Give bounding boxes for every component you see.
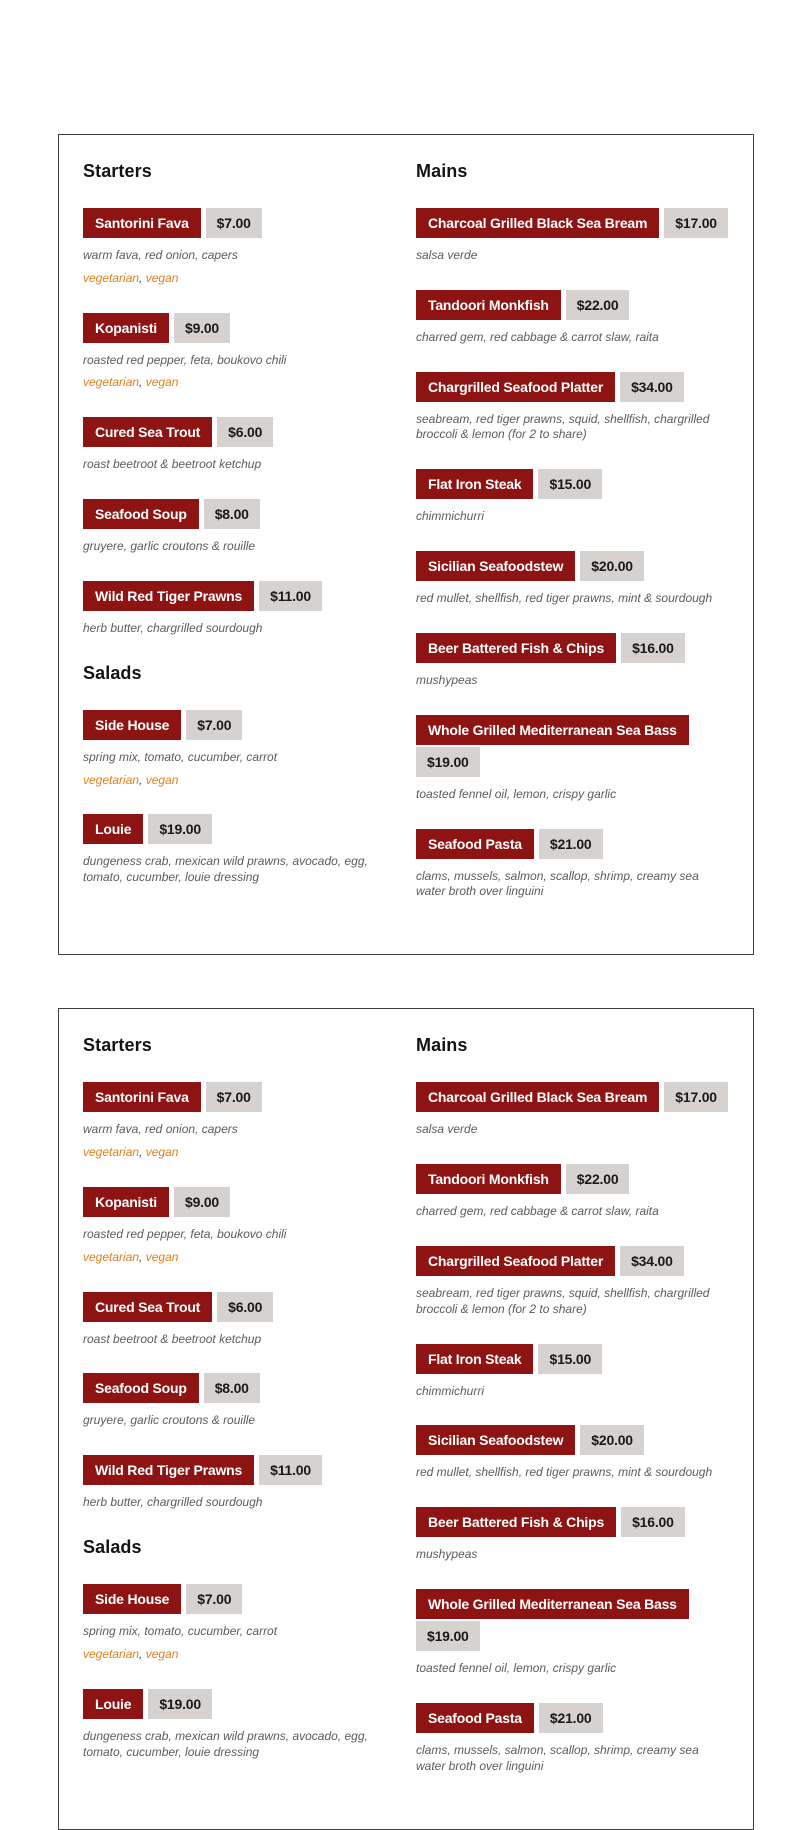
item-badges: [416, 469, 728, 499]
item-price-badge: $34.00: [620, 1246, 684, 1276]
item-badges: [416, 1425, 728, 1455]
tag-link[interactable]: vegetarian: [83, 1249, 140, 1264]
item-description: spring mix, tomato, cucumber, carrot: [83, 1624, 278, 1639]
menu-section: [83, 663, 395, 886]
menu-item: [83, 499, 395, 555]
menu-column: [83, 1035, 395, 1800]
item-description: warm fava, red onion, capers: [83, 248, 238, 262]
menu-item: [416, 715, 728, 803]
item-price-badge: $16.00: [621, 633, 685, 663]
menu-card-clipped-wrapper: [0, 1008, 812, 1773]
item-badges: [83, 417, 395, 447]
menu-item: [416, 208, 728, 264]
menu-item: [83, 1292, 395, 1348]
item-badges: [83, 1584, 395, 1614]
item-name-badge: Flat Iron Steak: [416, 1344, 533, 1374]
menu-item: [83, 1584, 395, 1663]
tag-separator: ,: [139, 1646, 146, 1661]
item-name-badge: Louie: [83, 814, 143, 844]
item-description: herb butter, chargrilled sourdough: [83, 620, 263, 635]
item-price-badge: $9.00: [174, 313, 230, 343]
menu-item: [416, 1507, 728, 1563]
item-badges: [416, 633, 728, 663]
item-price-badge: $21.00: [539, 1703, 603, 1733]
tag-separator: ,: [139, 270, 146, 285]
item-description: roast beetroot & beetroot ketchup: [83, 1331, 262, 1346]
item-price-badge: $7.00: [206, 208, 262, 238]
section-title: Salads: [83, 662, 142, 683]
item-description: roasted red pepper, feta, boukovo chili: [83, 352, 287, 367]
item-tags: [83, 1250, 395, 1266]
item-badges: [416, 290, 728, 320]
item-tags: [83, 271, 395, 287]
item-name-badge: Chargrilled Seafood Platter: [416, 1246, 615, 1276]
menu-item: [416, 551, 728, 607]
menu-item: [83, 710, 395, 789]
menu-item: [416, 633, 728, 689]
item-name-badge: Santorini Fava: [83, 1082, 201, 1112]
item-badges: [83, 499, 395, 529]
item-price-badge: $22.00: [566, 1164, 630, 1194]
menu-item: [83, 1082, 395, 1161]
item-badges: [416, 551, 728, 581]
item-badges: [416, 1246, 728, 1276]
item-name-badge: Charcoal Grilled Black Sea Bream: [416, 1082, 659, 1112]
menu-section: [416, 1035, 728, 1774]
item-description: chimmichurri: [416, 509, 485, 524]
item-price-badge: $22.00: [566, 290, 630, 320]
item-name-badge: Side House: [83, 1584, 181, 1614]
item-description: seabream, red tiger prawns, squid, shellfish, chargrilled broccoli & lemon (for 2 to share): [416, 1285, 710, 1316]
item-description: toasted fennel oil, lemon, crispy garlic: [416, 786, 617, 801]
item-description: warm fava, red onion, capers: [83, 1122, 238, 1137]
item-name-badge: Cured Sea Trout: [83, 417, 212, 447]
item-name-badge: Whole Grilled Mediterranean Sea Bass: [416, 1589, 689, 1619]
item-description: spring mix, tomato, cucumber, carrot: [83, 749, 278, 764]
menu-item: [416, 1344, 728, 1400]
menu-item: [416, 1082, 728, 1138]
tag-link[interactable]: vegan: [145, 1145, 179, 1160]
item-description: red mullet, shellfish, red tiger prawns, mint & sourdough: [416, 591, 713, 606]
item-name-badge: Seafood Soup: [83, 499, 199, 529]
section-title: Starters: [83, 1035, 152, 1056]
menu-item: [416, 1246, 728, 1318]
item-tags: [83, 375, 395, 391]
menu-section: [416, 161, 728, 900]
menu-item: [83, 1373, 395, 1429]
menu-item: [416, 469, 728, 525]
tag-link[interactable]: vegetarian: [83, 1145, 140, 1160]
item-badges: [83, 710, 395, 740]
item-name-badge: Wild Red Tiger Prawns: [83, 581, 254, 611]
menu-column: [416, 161, 728, 926]
menu-item: [416, 372, 728, 444]
item-price-badge: $19.00: [416, 747, 480, 777]
item-name-badge: Beer Battered Fish & Chips: [416, 633, 616, 663]
item-price-badge: $8.00: [204, 1373, 260, 1403]
tag-link[interactable]: vegetarian: [83, 1646, 140, 1661]
item-badges: [83, 208, 395, 238]
item-badges: [83, 1292, 395, 1322]
item-name-badge: Seafood Pasta: [416, 829, 534, 859]
item-name-badge: Seafood Pasta: [416, 1703, 534, 1733]
menu-section: [83, 1537, 395, 1760]
tag-link[interactable]: vegetarian: [83, 772, 140, 787]
item-badges: [83, 814, 395, 844]
item-name-badge: Side House: [83, 710, 181, 740]
item-name-badge: Tandoori Monkfish: [416, 290, 561, 320]
section-title: Starters: [83, 161, 152, 181]
section-title: Salads: [83, 1537, 142, 1558]
item-description: mushypeas: [416, 672, 478, 687]
item-price-badge: $19.00: [148, 1689, 212, 1719]
item-badges: [416, 829, 728, 859]
item-name-badge: Sicilian Seafoodstew: [416, 1425, 575, 1455]
item-name-badge: Chargrilled Seafood Platter: [416, 372, 615, 402]
item-price-badge: $11.00: [259, 581, 322, 611]
item-name-badge: Tandoori Monkfish: [416, 1164, 561, 1194]
item-price-badge: $15.00: [538, 469, 602, 499]
item-badges: [83, 1187, 395, 1217]
item-description: gruyere, garlic croutons & rouille: [83, 539, 256, 554]
item-description: clams, mussels, salmon, scallop, shrimp, creamy sea water broth over linguini: [416, 868, 699, 899]
menu-item: [83, 581, 395, 637]
menu-item: [83, 313, 395, 392]
item-price-badge: $8.00: [204, 499, 260, 529]
item-price-badge: $20.00: [580, 551, 644, 581]
section-title: Mains: [416, 1035, 468, 1056]
item-description: charred gem, red cabbage & carrot slaw, raita: [416, 329, 659, 344]
item-price-badge: $20.00: [580, 1425, 644, 1455]
menu-item: [83, 1689, 395, 1761]
item-description: roasted red pepper, feta, boukovo chili: [83, 1226, 287, 1241]
item-name-badge: Charcoal Grilled Black Sea Bream: [416, 208, 659, 238]
item-name-badge: Flat Iron Steak: [416, 469, 533, 499]
tag-link[interactable]: vegan: [145, 772, 179, 787]
item-price-badge: $19.00: [148, 814, 212, 844]
item-badges: [83, 1455, 395, 1485]
item-price-badge: $9.00: [174, 1187, 230, 1217]
tag-link[interactable]: vegan: [145, 1646, 179, 1661]
tag-link[interactable]: vegan: [145, 1249, 179, 1264]
tag-separator: ,: [139, 375, 146, 390]
item-name-badge: Cured Sea Trout: [83, 1292, 212, 1322]
item-price-badge: $17.00: [664, 208, 728, 238]
item-name-badge: Santorini Fava: [83, 208, 201, 238]
menu-item: [83, 1455, 395, 1511]
item-description: toasted fennel oil, lemon, crispy garlic: [416, 1661, 617, 1676]
tag-separator: ,: [139, 772, 146, 787]
menu-item: [416, 1703, 728, 1775]
item-description: dungeness crab, mexican wild prawns, avocado, egg, tomato, cucumber, louie dressing: [83, 854, 368, 885]
item-price-badge: $21.00: [539, 829, 603, 859]
item-price-badge: $7.00: [186, 710, 242, 740]
tag-link[interactable]: vegetarian: [83, 375, 140, 390]
item-description: herb butter, chargrilled sourdough: [83, 1495, 263, 1510]
item-description: dungeness crab, mexican wild prawns, avocado, egg, tomato, cucumber, louie dressing: [83, 1728, 368, 1759]
menu-item: [416, 1164, 728, 1220]
item-price-badge: $17.00: [664, 1082, 728, 1112]
item-description: clams, mussels, salmon, scallop, shrimp, creamy sea water broth over linguini: [416, 1742, 699, 1773]
menu-section: [83, 161, 395, 637]
menu-item: [416, 1425, 728, 1481]
item-description: gruyere, garlic croutons & rouille: [83, 1413, 256, 1428]
item-description: salsa verde: [416, 248, 478, 262]
item-tags: [83, 1647, 395, 1663]
item-badges: [83, 313, 395, 343]
item-price-badge: $6.00: [217, 417, 273, 447]
item-name-badge: Wild Red Tiger Prawns: [83, 1455, 254, 1485]
item-description: red mullet, shellfish, red tiger prawns, mint & sourdough: [416, 1465, 713, 1480]
item-badges: [83, 581, 395, 611]
item-name-badge: Whole Grilled Mediterranean Sea Bass: [416, 715, 689, 745]
item-badges: [416, 1164, 728, 1194]
tag-separator: ,: [139, 1249, 146, 1264]
item-price-badge: $6.00: [217, 1292, 273, 1322]
item-badges: [416, 1344, 728, 1374]
menu-item: [83, 1187, 395, 1266]
menu-section: [83, 1035, 395, 1511]
menu-column: [416, 1035, 728, 1800]
menu-item: [416, 1589, 728, 1677]
tag-link[interactable]: vegetarian: [83, 270, 140, 285]
tag-separator: ,: [139, 1145, 146, 1160]
item-badges: [416, 1082, 728, 1112]
menu-item: [416, 829, 728, 901]
item-description: charred gem, red cabbage & carrot slaw, raita: [416, 1204, 659, 1219]
item-price-badge: $19.00: [416, 1621, 480, 1651]
item-name-badge: Sicilian Seafoodstew: [416, 551, 575, 581]
item-badges: [83, 1373, 395, 1403]
menu-card: [58, 1008, 754, 1829]
item-description: salsa verde: [416, 1122, 478, 1137]
item-badges: [416, 1703, 728, 1733]
item-price-badge: $7.00: [186, 1584, 242, 1614]
item-tags: [83, 773, 395, 789]
item-badges: [416, 208, 728, 238]
item-badges: [416, 1507, 728, 1537]
menu-card: [58, 134, 754, 955]
item-tags: [83, 1145, 395, 1161]
item-badges: [83, 1689, 395, 1719]
tag-link[interactable]: vegan: [145, 375, 179, 390]
menu-item: [83, 208, 395, 287]
menu-item: [83, 417, 395, 473]
menu-column: [83, 161, 395, 926]
item-badges: [83, 1082, 395, 1112]
item-price-badge: $15.00: [538, 1344, 602, 1374]
item-description: mushypeas: [416, 1547, 478, 1562]
item-description: seabream, red tiger prawns, squid, shellfish, chargrilled broccoli & lemon (for 2 to share): [416, 411, 710, 442]
item-badges: [416, 1589, 728, 1651]
menu-item: [83, 814, 395, 886]
section-title: Mains: [416, 161, 468, 181]
tag-link[interactable]: vegan: [145, 270, 179, 285]
item-price-badge: $11.00: [259, 1455, 322, 1485]
item-description: chimmichurri: [416, 1383, 485, 1398]
item-badges: [416, 372, 728, 402]
item-price-badge: $7.00: [206, 1082, 262, 1112]
item-name-badge: Kopanisti: [83, 1187, 169, 1217]
item-description: roast beetroot & beetroot ketchup: [83, 457, 262, 472]
item-name-badge: Kopanisti: [83, 313, 169, 343]
item-name-badge: Seafood Soup: [83, 1373, 199, 1403]
menu-item: [416, 290, 728, 346]
item-price-badge: $16.00: [621, 1507, 685, 1537]
item-price-badge: $34.00: [620, 372, 684, 402]
item-badges: [416, 715, 728, 777]
item-name-badge: Louie: [83, 1689, 143, 1719]
item-name-badge: Beer Battered Fish & Chips: [416, 1507, 616, 1537]
